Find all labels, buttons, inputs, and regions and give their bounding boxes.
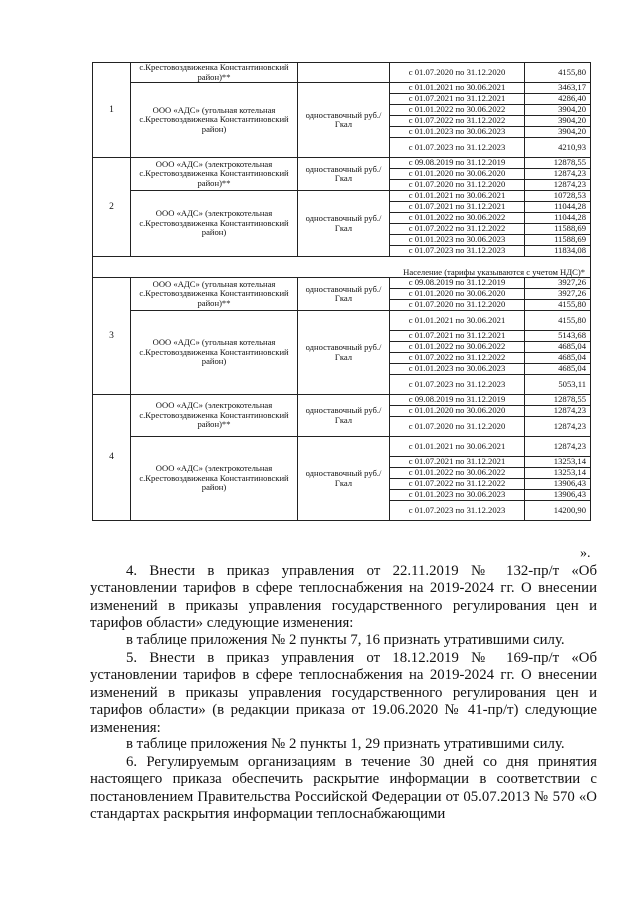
organization-cell: ООО «АДС» (электрокотельная с.Крестовоздвиженка Константиновский район)** <box>131 395 298 437</box>
period-cell: с 01.01.2023 по 30.06.2023 <box>390 235 525 246</box>
table-row <box>93 83 591 94</box>
period-cell: с 01.07.2022 по 31.12.2022 <box>390 479 525 490</box>
tariff-value-cell: 12874,23 <box>525 417 591 437</box>
tariff-value-cell: 3904,20 <box>525 127 591 138</box>
tariff-value-cell: 13906,43 <box>525 479 591 490</box>
rate-type-cell: одноставочный руб./Гкал <box>298 437 390 521</box>
period-cell: с 01.01.2021 по 30.06.2021 <box>390 437 525 457</box>
row-number: 4 <box>93 395 131 521</box>
tariff-value-cell: 14200,90 <box>525 501 591 521</box>
period-cell: с 09.08.2019 по 31.12.2019 <box>390 395 525 406</box>
tariff-value-cell: 4210,93 <box>525 138 591 158</box>
period-cell: с 01.01.2023 по 30.06.2023 <box>390 364 525 375</box>
period-cell: с 01.07.2021 по 31.12.2021 <box>390 457 525 468</box>
paragraph-5: 5. Внести в приказ управления от 18.12.2019 № 169-пр/т «Об установлении тарифов в сфере теплоснабжения на 2019-2024 гг. О внесении изменений в приказы управления государственного регулирования цен и тарифов области» (в редакции приказа от 19.06.2020 № 41-пр/т) следующие изменения: <box>90 650 597 736</box>
rate-type-cell: одноставочный руб./Гкал <box>298 311 390 395</box>
tariff-value-cell: 13253,14 <box>525 457 591 468</box>
period-cell: с 01.01.2020 по 30.06.2020 <box>390 406 525 417</box>
period-cell: с 09.08.2019 по 31.12.2019 <box>390 158 525 169</box>
tariff-value-cell: 11044,28 <box>525 202 591 213</box>
tariff-value-cell: 4155,80 <box>525 311 591 331</box>
period-cell: с 01.01.2022 по 30.06.2022 <box>390 342 525 353</box>
table-row <box>93 191 591 202</box>
paragraph-4-item: в таблице приложения № 2 пункты 7, 16 признать утратившими силу. <box>126 632 565 648</box>
tariff-value-cell: 12874,23 <box>525 437 591 457</box>
tariff-value-cell: 4155,80 <box>525 63 591 83</box>
tariff-value-cell: 4286,40 <box>525 94 591 105</box>
tariff-value-cell: 3927,26 <box>525 278 591 289</box>
tariff-value-cell: 13906,43 <box>525 490 591 501</box>
tariff-value-cell: 4685,04 <box>525 364 591 375</box>
rate-type-cell: одноставочный руб./Гкал <box>298 158 390 191</box>
tariff-value-cell: 3904,20 <box>525 105 591 116</box>
paragraph-5-item: в таблице приложения № 2 пункты 1, 29 признать утратившими силу. <box>126 736 565 752</box>
period-cell: с 01.07.2020 по 31.12.2020 <box>390 417 525 437</box>
population-header-row <box>93 257 591 278</box>
tariff-value-cell: 12874,23 <box>525 169 591 180</box>
tariff-value-cell: 4685,04 <box>525 353 591 364</box>
tariff-value-cell: 4155,80 <box>525 300 591 311</box>
tariff-value-cell: 5143,68 <box>525 331 591 342</box>
period-cell: с 01.07.2023 по 31.12.2023 <box>390 375 525 395</box>
period-cell: с 01.07.2023 по 31.12.2023 <box>390 246 525 257</box>
period-cell: с 01.01.2023 по 30.06.2023 <box>390 127 525 138</box>
period-cell: с 01.07.2020 по 31.12.2020 <box>390 180 525 191</box>
organization-cell: ООО «АДС» (электрокотельная с.Крестовоздвиженка Константиновский район) <box>131 437 298 521</box>
period-cell: с 01.07.2022 по 31.12.2022 <box>390 353 525 364</box>
rate-type-cell: одноставочный руб./Гкал <box>298 278 390 311</box>
closing-quote: ». <box>580 546 591 561</box>
tariff-value-cell: 3927,26 <box>525 289 591 300</box>
organization-cell: ООО «АДС» (электрокотельная с.Крестовоздвиженка Константиновский район) <box>131 191 298 257</box>
period-cell: с 01.01.2022 по 30.06.2022 <box>390 105 525 116</box>
period-cell: с 01.07.2021 по 31.12.2021 <box>390 331 525 342</box>
rate-type-cell: одноставочный руб./Гкал <box>298 191 390 257</box>
period-cell: с 01.01.2020 по 30.06.2020 <box>390 169 525 180</box>
tariff-value-cell: 12874,23 <box>525 180 591 191</box>
period-cell: с 01.07.2020 по 31.12.2020 <box>390 300 525 311</box>
table-row <box>93 437 591 457</box>
table-row <box>93 278 591 289</box>
period-cell: с 01.01.2021 по 30.06.2021 <box>390 311 525 331</box>
period-cell: с 01.01.2022 по 30.06.2022 <box>390 213 525 224</box>
paragraph-6: 6. Регулируемым организациям в течение 30 дней со дня принятия настоящего приказа обеспечить раскрытие информации в соответствии с постановлением Правительства Российской Федерации от 05.07.2013 № 570 «О стандартах раскрытия информации теплоснабжающими <box>90 754 597 823</box>
period-cell: с 01.07.2021 по 31.12.2021 <box>390 94 525 105</box>
organization-cell: ООО «АДС» (угольная котельная с.Крестовоздвиженка Константиновский район) <box>131 83 298 158</box>
population-header: Население (тарифы указываются с учетом НДС)* <box>93 257 591 278</box>
tariff-value-cell: 12878,55 <box>525 395 591 406</box>
period-cell: с 01.01.2021 по 30.06.2021 <box>390 83 525 94</box>
rate-type-cell: одноставочный руб./Гкал <box>298 395 390 437</box>
table-row <box>93 63 591 83</box>
tariff-value-cell: 5053,11 <box>525 375 591 395</box>
period-cell: с 01.07.2021 по 31.12.2021 <box>390 202 525 213</box>
period-cell: с 01.01.2022 по 30.06.2022 <box>390 468 525 479</box>
rate-type-cell: одноставочный руб./Гкал <box>298 83 390 158</box>
organization-cell: с.Крестовоздвиженка Константиновский район)** <box>131 63 298 83</box>
organization-cell: ООО «АДС» (электрокотельная с.Крестовоздвиженка Константиновский район)** <box>131 158 298 191</box>
period-cell: с 01.07.2022 по 31.12.2022 <box>390 116 525 127</box>
period-cell: с 01.01.2023 по 30.06.2023 <box>390 490 525 501</box>
tariff-value-cell: 4685,04 <box>525 342 591 353</box>
table-row <box>93 311 591 331</box>
tariff-value-cell: 11588,69 <box>525 224 591 235</box>
tariff-value-cell: 11044,28 <box>525 213 591 224</box>
period-cell: с 01.07.2023 по 31.12.2023 <box>390 501 525 521</box>
organization-cell: ООО «АДС» (угольная котельная с.Крестовоздвиженка Константиновский район)** <box>131 278 298 311</box>
tariff-value-cell: 11588,69 <box>525 235 591 246</box>
tariff-table <box>92 62 591 521</box>
period-cell: с 01.01.2021 по 30.06.2021 <box>390 191 525 202</box>
period-cell: с 01.07.2020 по 31.12.2020 <box>390 63 525 83</box>
period-cell: с 01.07.2022 по 31.12.2022 <box>390 224 525 235</box>
paragraph-4: 4. Внести в приказ управления от 22.11.2019 № 132-пр/т «Об установлении тарифов в сфере теплоснабжения на 2019-2024 гг. О внесении изменений в приказы управления государственного регулирования цен и тарифов области» следующие изменения: <box>90 563 597 632</box>
tariff-value-cell: 12874,23 <box>525 406 591 417</box>
table-row <box>93 158 591 169</box>
period-cell: с 01.07.2023 по 31.12.2023 <box>390 138 525 158</box>
tariff-value-cell: 11834,08 <box>525 246 591 257</box>
table-row <box>93 395 591 406</box>
tariff-value-cell: 13253,14 <box>525 468 591 479</box>
period-cell: с 09.08.2019 по 31.12.2019 <box>390 278 525 289</box>
rate-type-cell <box>298 63 390 83</box>
organization-cell: ООО «АДС» (угольная котельная с.Крестовоздвиженка Константиновский район) <box>131 311 298 395</box>
row-number: 1 <box>93 63 131 158</box>
tariff-value-cell: 10728,53 <box>525 191 591 202</box>
row-number: 3 <box>93 278 131 395</box>
period-cell: с 01.01.2020 по 30.06.2020 <box>390 289 525 300</box>
tariff-value-cell: 3463,17 <box>525 83 591 94</box>
row-number: 2 <box>93 158 131 257</box>
tariff-value-cell: 3904,20 <box>525 116 591 127</box>
tariff-value-cell: 12878,55 <box>525 158 591 169</box>
